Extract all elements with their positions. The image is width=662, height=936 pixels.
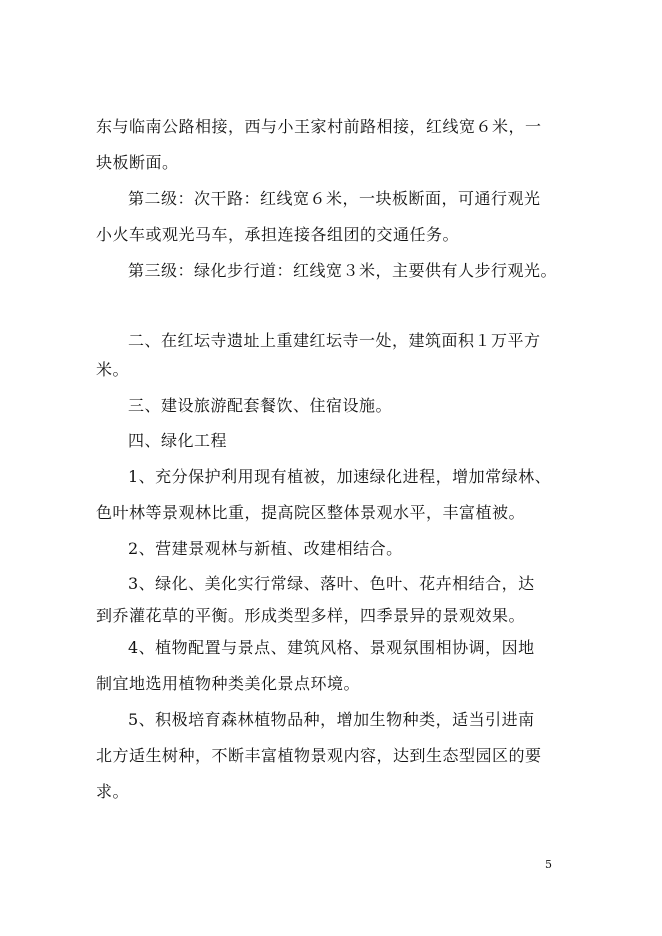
text-line: 米。 bbox=[96, 360, 130, 379]
text-line: 小火车或观光马车，承担连接各组团的交通任务。 bbox=[96, 225, 460, 244]
text-line: 色叶林等景观林比重，提高院区整体景观水平，丰富植被。 bbox=[96, 503, 526, 522]
text-line: 到乔灌花草的平衡。形成类型多样，四季景异的景观效果。 bbox=[96, 606, 526, 625]
text-line: 三、建设旅游配套餐饮、住宿设施。 bbox=[128, 396, 393, 415]
text-line: 4、植物配置与景点、建筑风格、景观氛围相协调，因地 bbox=[128, 638, 535, 657]
text-line: 求。 bbox=[96, 782, 130, 801]
text-line: 块板断面。 bbox=[96, 153, 179, 172]
text-line: 二、在红坛寺遗址上重建红坛寺一处，建筑面积１万平方 bbox=[128, 331, 541, 350]
text-line: 东与临南公路相接，西与小王家村前路相接，红线宽６米，一 bbox=[96, 117, 542, 136]
text-line: 第二级：次干路：红线宽６米，一块板断面，可通行观光 bbox=[128, 189, 541, 208]
section-heading: 四、绿化工程 bbox=[128, 431, 228, 450]
text-line: 5、积极培育森林植物品种，增加生物种类，适当引进南 bbox=[128, 710, 535, 729]
text-line: 1、充分保护利用现有植被，加速绿化进程，增加常绿林、 bbox=[128, 467, 552, 486]
text-line: 北方适生树种，不断丰富植物景观内容，达到生态型园区的要 bbox=[96, 746, 542, 765]
text-line: 制宜地选用植物种类美化景点环境。 bbox=[96, 674, 361, 693]
text-line: 3、绿化、美化实行常绿、落叶、色叶、花卉相结合，达 bbox=[128, 574, 535, 593]
text-line: 2、营建景观林与新植、改建相结合。 bbox=[128, 539, 403, 558]
text-line: 第三级：绿化步行道：红线宽３米，主要供有人步行观光。 bbox=[128, 261, 558, 280]
page-number: 5 bbox=[545, 858, 552, 871]
